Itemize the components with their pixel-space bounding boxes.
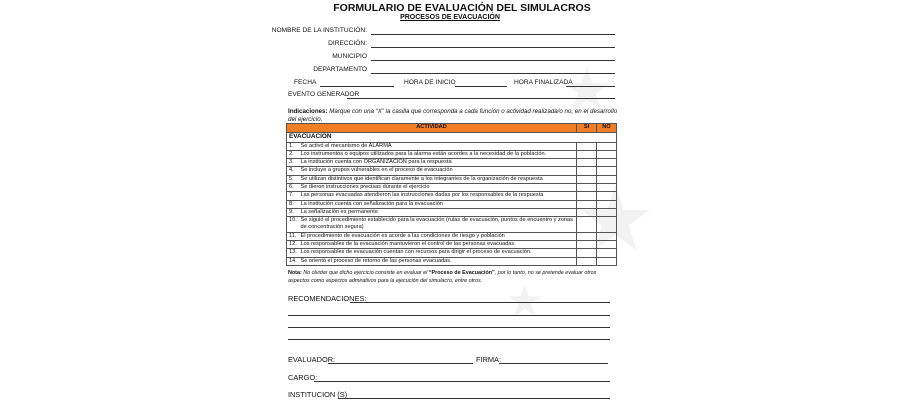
table-row — [287, 192, 617, 200]
signature-label: FIRMA: — [476, 355, 502, 364]
row-activity: Se orientó el proceso de retorno de las personas evacuadas. — [299, 257, 577, 265]
checkbox-si[interactable] — [577, 249, 597, 257]
checkbox-si[interactable] — [577, 167, 597, 175]
municipality-field[interactable] — [371, 60, 615, 61]
row-activity: La señalización es permanente — [299, 208, 577, 216]
row-activity: Los responsables de evacuación cuentan con recursos para dirigir el proceso de evacuación. — [299, 249, 577, 257]
checkbox-no[interactable] — [597, 208, 617, 216]
recommendations-field[interactable] — [350, 302, 610, 303]
department-label: DEPARTAMENTO — [313, 66, 367, 73]
table-row — [287, 249, 617, 257]
checkbox-si[interactable] — [577, 192, 597, 200]
activity-table — [286, 123, 617, 266]
institutions-field[interactable] — [338, 398, 610, 399]
table-row — [287, 167, 617, 175]
start-time-label: HORA DE INICIO — [404, 79, 456, 86]
row-number: 3. — [287, 159, 299, 167]
checkbox-no[interactable] — [597, 232, 617, 240]
end-time-field[interactable] — [566, 86, 615, 87]
form-subtitle: PROCESOS DE EVACUACIÓN — [400, 14, 500, 21]
table-row — [287, 232, 617, 240]
checkbox-si[interactable] — [577, 257, 597, 265]
table-row — [287, 217, 617, 233]
municipality-label: MUNICIPIO — [332, 53, 367, 60]
recommendations-line[interactable] — [288, 315, 610, 316]
row-activity: La institución cuenta con señalización para la evacuación — [299, 200, 577, 208]
checkbox-no[interactable] — [597, 241, 617, 249]
table-row — [287, 241, 617, 249]
start-time-field[interactable] — [455, 86, 507, 87]
table-row — [287, 183, 617, 191]
evaluator-label: EVALUADOR: — [288, 355, 336, 364]
section-evacuation: EVACUACIÓN — [287, 133, 617, 143]
position-label: CARGO: — [288, 373, 318, 382]
column-header-activity: ACTIVIDAD — [287, 124, 577, 133]
row-activity: Se siguió el procedimiento establecido para la evacuación (rutas de evacuación, puntos de encuentro y zonas de concentración segura) — [299, 217, 577, 233]
checkbox-si[interactable] — [577, 159, 597, 167]
row-number: 11. — [287, 232, 299, 240]
row-activity: Los responsables de la evacuación mantuvieron el control de las personas evacuadas. — [299, 241, 577, 249]
date-field[interactable] — [320, 86, 394, 87]
note-label: Nota: — [288, 270, 302, 276]
checkbox-no[interactable] — [597, 192, 617, 200]
table-row — [287, 175, 617, 183]
table-row — [287, 142, 617, 150]
checkbox-no[interactable] — [597, 150, 617, 158]
row-activity: Se dieron instrucciones precisas durante el ejercicio — [299, 183, 577, 191]
event-label: EVENTO GENERADOR — [288, 91, 360, 98]
date-label: FECHA — [294, 79, 317, 86]
end-time-label: HORA FINALIZADA — [514, 79, 573, 86]
row-number: 13. — [287, 249, 299, 257]
checkbox-no[interactable] — [597, 183, 617, 191]
form-title: FORMULARIO DE EVALUACIÓN DEL SIMULACROS — [333, 2, 591, 14]
event-field[interactable] — [347, 98, 615, 99]
checkbox-no[interactable] — [597, 257, 617, 265]
row-number: 8. — [287, 200, 299, 208]
table-row — [287, 150, 617, 158]
institution-field[interactable] — [371, 34, 615, 35]
row-activity: Se activó el mecanismo de ALARMA — [299, 142, 577, 150]
watermark-star-icon: ★ — [575, 170, 656, 270]
row-number: 2. — [287, 150, 299, 158]
row-number: 14. — [287, 257, 299, 265]
checkbox-si[interactable] — [577, 183, 597, 191]
instructions — [288, 108, 618, 124]
column-header-no: NO — [597, 124, 617, 133]
table-row — [287, 257, 617, 265]
checkbox-si[interactable] — [577, 150, 597, 158]
row-number: 4. — [287, 167, 299, 175]
row-number: 10. — [287, 217, 299, 233]
checkbox-no[interactable] — [597, 167, 617, 175]
checkbox-si[interactable] — [577, 200, 597, 208]
row-activity: El procedimiento de evacuación es acorde a las condiciones de riesgo y población — [299, 232, 577, 240]
checkbox-si[interactable] — [577, 217, 597, 233]
recommendations-line[interactable] — [288, 327, 610, 328]
table-row — [287, 208, 617, 216]
row-number: 12. — [287, 241, 299, 249]
checkbox-no[interactable] — [597, 159, 617, 167]
watermark-star-icon: ★ — [505, 277, 545, 326]
address-label: DIRECCIÓN: — [328, 40, 367, 47]
address-field[interactable] — [371, 47, 615, 48]
department-field[interactable] — [371, 73, 615, 74]
note-emphasis: “Proceso de Evacuación” — [428, 270, 495, 276]
checkbox-no[interactable] — [597, 200, 617, 208]
checkbox-si[interactable] — [577, 175, 597, 183]
table-row — [287, 159, 617, 167]
row-activity: Las personas evacuadas atendieron las instrucciones dadas por los responsables de la respuesta — [299, 192, 577, 200]
recommendations-line[interactable] — [288, 339, 610, 340]
checkbox-no[interactable] — [597, 217, 617, 233]
checkbox-si[interactable] — [577, 208, 597, 216]
position-field[interactable] — [314, 381, 610, 382]
checkbox-si[interactable] — [577, 241, 597, 249]
checkbox-no[interactable] — [597, 175, 617, 183]
column-header-si: SI — [577, 124, 597, 133]
row-activity: Se incluye a grupos vulnerables en el proceso de evacuación — [299, 167, 577, 175]
row-activity: Los instrumentos o equipos utilizados para la alarma están acordes a la necesidad de la población. — [299, 150, 577, 158]
recommendations-label: RECOMENDACIONES: — [288, 294, 367, 303]
checkbox-si[interactable] — [577, 142, 597, 150]
instructions-text: Marque con una “X” la casilla que corresponda a cada función o actividad realizada/o no, en el desarrollo del ejercicio. — [288, 108, 618, 123]
note — [288, 270, 618, 285]
checkbox-no[interactable] — [597, 142, 617, 150]
row-number: 6. — [287, 183, 299, 191]
note-text-after: , por lo tanto, no se pretende evaluar otros aspectos como aspectos admirativos para la ejecución del simulacro, entre otros. — [288, 270, 597, 284]
signature-field[interactable] — [499, 363, 608, 364]
row-number: 9. — [287, 208, 299, 216]
row-number: 1. — [287, 142, 299, 150]
row-number: 7. — [287, 192, 299, 200]
note-text-before: No olvidar que dicho ejercicio consiste en evaluar el — [303, 270, 429, 276]
row-number: 5. — [287, 175, 299, 183]
table-row — [287, 200, 617, 208]
checkbox-si[interactable] — [577, 232, 597, 240]
watermark-star-icon: ★ — [560, 56, 614, 123]
row-activity: Se utilizan distintivos que identifican claramente a los integrantes de la organización de respuesta — [299, 175, 577, 183]
instructions-label: Indicaciones: — [288, 108, 328, 115]
institutions-label: INSTITUCION (S) — [288, 390, 348, 399]
evaluator-field[interactable] — [328, 363, 473, 364]
row-activity: La institución cuenta con ORGANIZACIÓN para la respuesta — [299, 159, 577, 167]
checkbox-no[interactable] — [597, 249, 617, 257]
institution-label: NOMBRE DE LA INSTITUCIÓN: — [271, 27, 367, 34]
